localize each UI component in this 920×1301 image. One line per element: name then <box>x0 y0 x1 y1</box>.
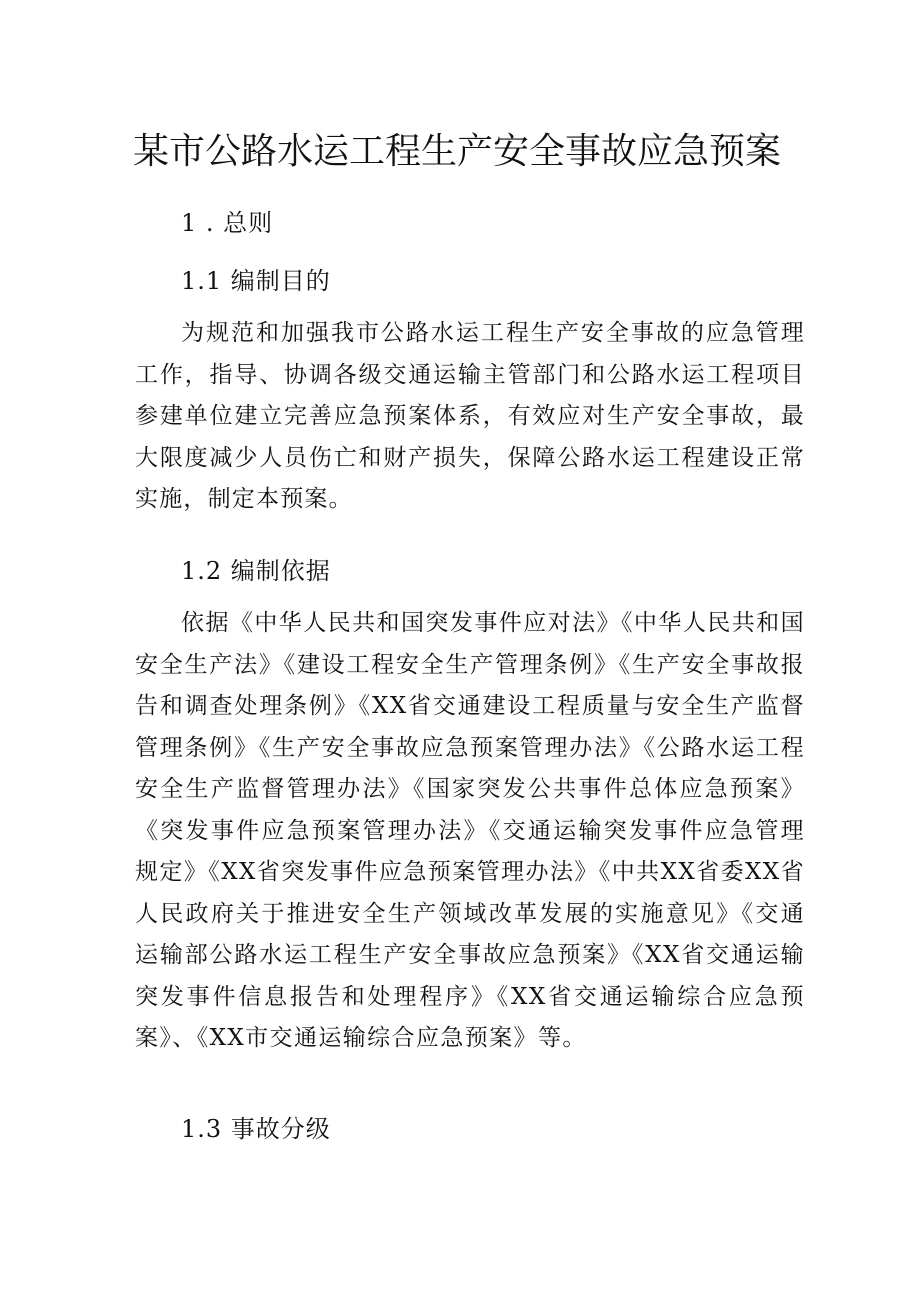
document-title: 某市公路水运工程生产安全事故应急预案 <box>133 131 782 172</box>
subsection-heading-purpose: 1.1 编制目的 <box>181 267 331 295</box>
subsection-heading-basis: 1.2 编制依据 <box>181 557 331 585</box>
subsection-heading-accident-grading: 1.3 事故分级 <box>181 1115 331 1143</box>
paragraph-purpose: 为规范和加强我市公路水运工程生产安全事故的应急管理工作，指导、协调各级交通运输主管部门和公路水运工程项目参建单位建立完善应急预案体系，有效应对生产安全事故，最大限度减少人员伤亡和财产损失，保障公路水运工程建设正常实施，制定本预案。 <box>135 320 805 512</box>
section-heading-general-provisions: 1 . 总则 <box>181 209 274 237</box>
paragraph-basis: 依据《中华人民共和国突发事件应对法》《中华人民共和国安全生产法》《建设工程安全生产管理条例》《生产安全事故报告和调查处理条例》《XX省交通建设工程质量与安全生产监督管理条例》《生产安全事故应急预案管理办法》《公路水运工程安全生产监督管理办法》《国家突发公共事件总体应急预案》《突发事件应急预案管理办法》《交通运输突发事件应急管理规定》《XX省突发事件应急预案管理办法》《中共XX省委XX省人民政府关于推进安全生产领域改革发展的实施意见》《交通运输部公路水运工程生产安全事故应急预案》《XX省交通运输突发事件信息报告和处理程序》《XX省交通运输综合应急预案》、《XX市交通运输综合应急预案》等。 <box>135 610 805 1051</box>
